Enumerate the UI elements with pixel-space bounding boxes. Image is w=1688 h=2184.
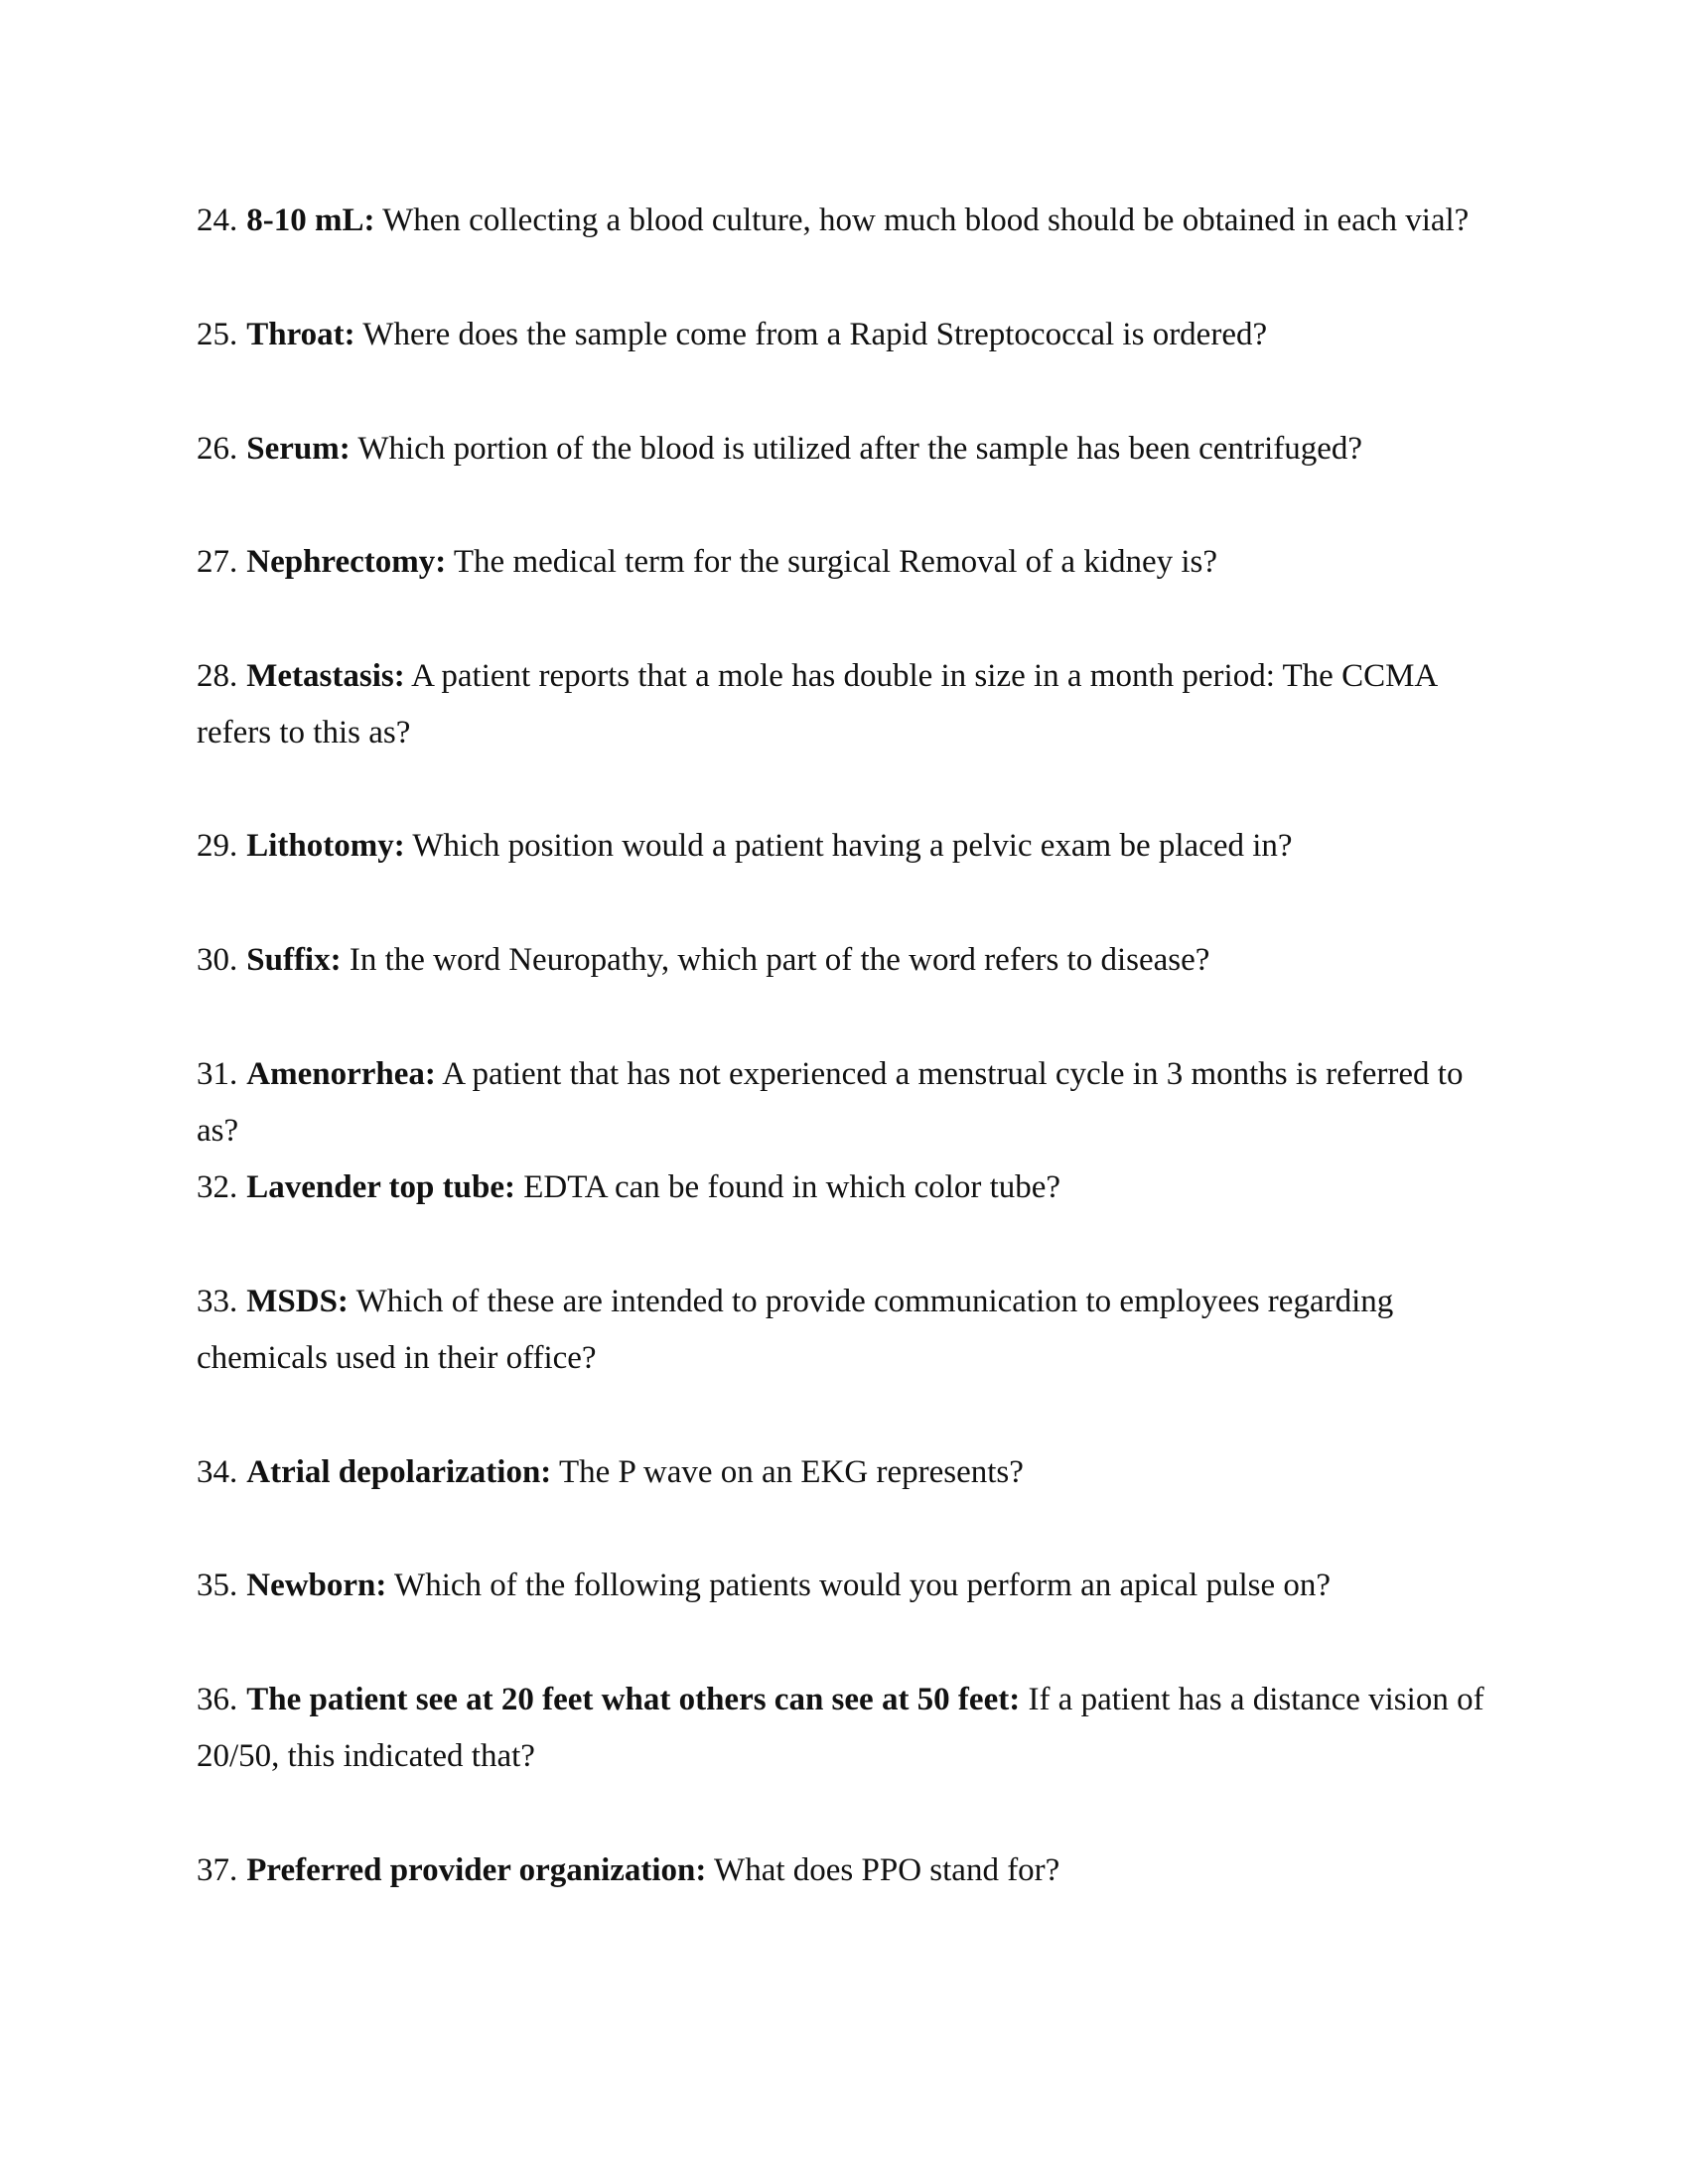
qa-item-32 (197, 1160, 1497, 1216)
answer-term: Atrial depolarization: (246, 1454, 552, 1490)
item-number: 35. (197, 1568, 238, 1603)
item-number: 31. (197, 1056, 238, 1092)
question-text: Where does the sample come from a Rapid Streptococcal is ordered? (354, 317, 1268, 352)
question-text: Which position would a patient having a pelvic exam be placed in? (404, 828, 1293, 864)
item-number: 26. (197, 431, 238, 467)
qa-item-30 (197, 932, 1497, 989)
question-text: The P wave on an EKG represents? (551, 1454, 1024, 1490)
item-number: 36. (197, 1682, 238, 1717)
question-text: Which portion of the blood is utilized after the sample has been centrifuged? (350, 431, 1363, 467)
answer-term: Lavender top tube: (246, 1169, 515, 1205)
question-text: A patient reports that a mole has double in size in a month period: The CCMA refers to this as? (197, 658, 1437, 751)
answer-term: Newborn: (246, 1568, 387, 1603)
qa-item-28 (197, 648, 1497, 761)
question-text: If a patient has a distance vision of 20/50, this indicated that? (197, 1682, 1484, 1774)
answer-term: Metastasis: (246, 658, 405, 694)
qa-item-25 (197, 307, 1497, 363)
answer-term: Lithotomy: (246, 828, 405, 864)
question-text: A patient that has not experienced a menstrual cycle in 3 months is referred to as? (197, 1056, 1464, 1149)
qa-item-37 (197, 1843, 1497, 1899)
qa-item-31 (197, 1046, 1497, 1160)
question-text: In the word Neuropathy, which part of the word refers to disease? (341, 942, 1210, 978)
qa-item-27 (197, 534, 1497, 591)
qa-item-26 (197, 421, 1497, 478)
question-text: The medical term for the surgical Removal of a kidney is? (446, 544, 1218, 580)
item-number: 27. (197, 544, 238, 580)
qa-item-35 (197, 1558, 1497, 1614)
answer-term: 8-10 mL: (246, 203, 375, 238)
item-number: 25. (197, 317, 238, 352)
qa-item-24 (197, 193, 1497, 249)
qa-item-34 (197, 1444, 1497, 1501)
question-text: Which of these are intended to provide communication to employees regarding chemicals used in their office? (197, 1284, 1394, 1376)
qa-item-29 (197, 818, 1497, 875)
answer-term: Suffix: (246, 942, 342, 978)
question-text: What does PPO stand for? (706, 1852, 1060, 1888)
answer-term: Nephrectomy: (246, 544, 447, 580)
question-text: EDTA can be found in which color tube? (515, 1169, 1061, 1205)
item-number: 30. (197, 942, 238, 978)
item-number: 29. (197, 828, 238, 864)
item-number: 33. (197, 1284, 238, 1319)
answer-term: MSDS: (246, 1284, 349, 1319)
answer-term: Serum: (246, 431, 351, 467)
item-number: 24. (197, 203, 238, 238)
item-number: 34. (197, 1454, 238, 1490)
item-number: 37. (197, 1852, 238, 1888)
answer-term: The patient see at 20 feet what others can see at 50 feet: (246, 1682, 1021, 1717)
qa-item-33 (197, 1274, 1497, 1387)
item-number: 28. (197, 658, 238, 694)
answer-term: Throat: (246, 317, 355, 352)
question-text: Which of the following patients would you perform an apical pulse on? (386, 1568, 1332, 1603)
item-number: 32. (197, 1169, 238, 1205)
question-text: When collecting a blood culture, how much blood should be obtained in each vial? (374, 203, 1470, 238)
qa-item-36 (197, 1672, 1497, 1785)
answer-term: Amenorrhea: (246, 1056, 436, 1092)
answer-term: Preferred provider organization: (246, 1852, 707, 1888)
